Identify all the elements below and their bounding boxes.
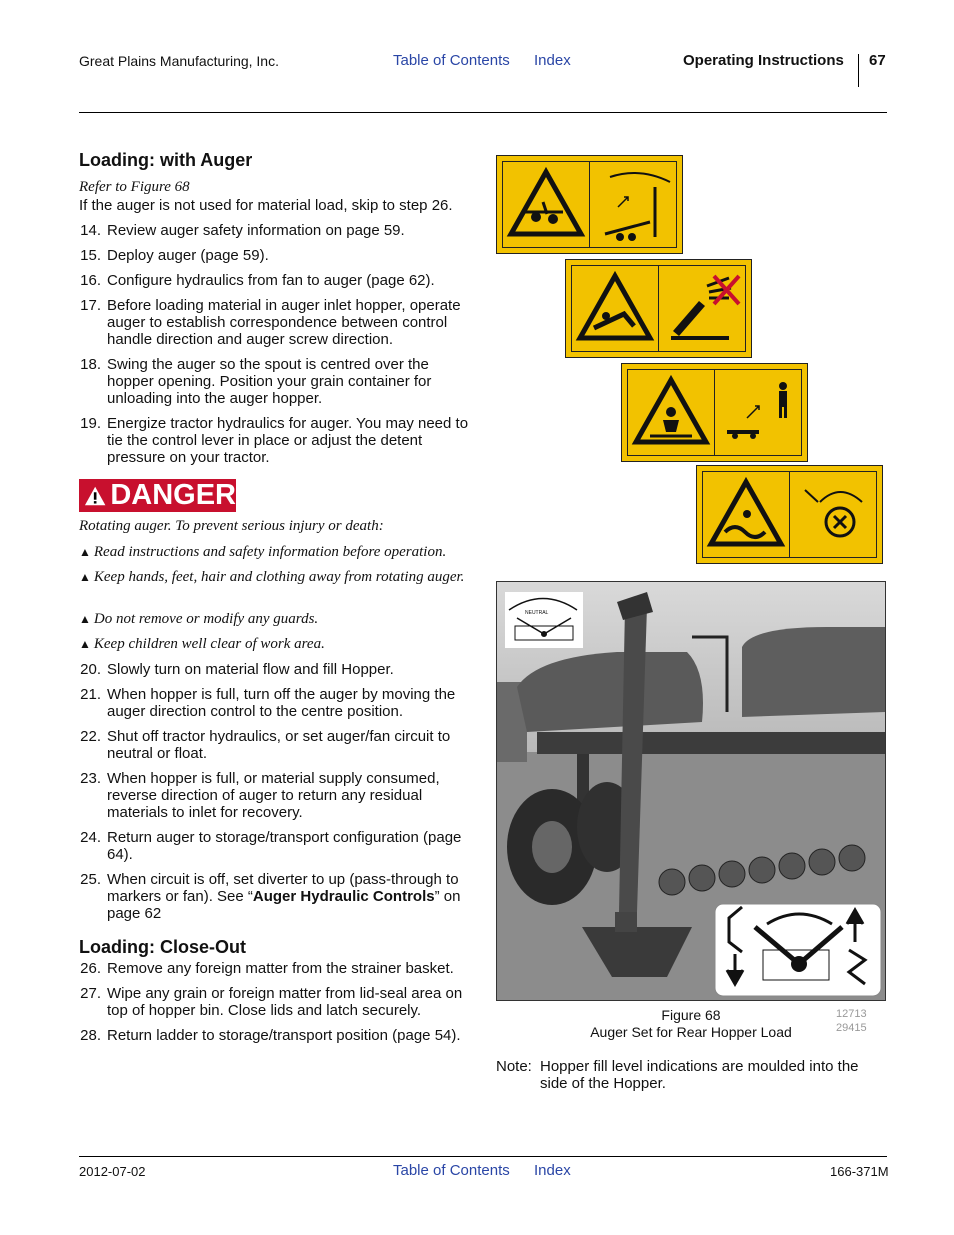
- figure-ref-numbers: [836, 1007, 867, 1035]
- danger-intro: Rotating auger. To prevent serious injury or death:: [79, 518, 384, 534]
- danger-bullet-text: Keep children well clear of work area.: [93, 636, 325, 652]
- step-text: Before loading material in auger inlet hopper, operate auger to establish correspondence between control handle direction and auger screw direction.: [107, 297, 461, 348]
- auger-photo: [496, 581, 886, 1001]
- step-item: [79, 829, 474, 863]
- step-number: 23.: [80, 770, 101, 787]
- step-item: [79, 728, 474, 762]
- step-25: [79, 871, 474, 922]
- crush-hazard-icon: [572, 266, 658, 351]
- step-number: 21.: [80, 686, 101, 703]
- step-number: 15.: [80, 247, 101, 264]
- footer-doc-number: 166-371M: [830, 1164, 889, 1179]
- note-text: Hopper fill level indications are moulded into the side of the Hopper.: [540, 1058, 859, 1092]
- step-25-post: ” on page 62: [107, 888, 461, 922]
- step-text: Review auger safety information on page 59.: [107, 222, 405, 239]
- step-item: [79, 272, 474, 289]
- entanglement-warning-icon: [503, 162, 589, 247]
- step-number: 25.: [80, 871, 101, 888]
- safety-decal-4: [696, 465, 883, 564]
- header-rule: [79, 112, 887, 113]
- figure-caption: [560, 1007, 822, 1041]
- note-label: Note:: [496, 1058, 532, 1075]
- step-number: 16.: [80, 272, 101, 289]
- footer-date: 2012-07-02: [79, 1164, 146, 1179]
- step-text: Deploy auger (page 59).: [107, 247, 269, 264]
- neutral-label: NEUTRAL: [525, 610, 549, 616]
- step-text: Return ladder to storage/transport position (page 54).: [107, 1027, 461, 1044]
- falling-hazard-icon: [628, 370, 714, 455]
- step-text: Energize tractor hydraulics for auger. You may need to tie the control lever in place or adjust the detent pressure on your tractor.: [107, 415, 469, 466]
- step-item: [79, 686, 474, 720]
- bullet-triangle-icon: ▲: [79, 570, 94, 584]
- step-text: Slowly turn on material flow and fill Hopper.: [107, 661, 394, 678]
- figure-title: Auger Set for Rear Hopper Load: [590, 1024, 792, 1040]
- note: [496, 1058, 886, 1092]
- warning-triangle-icon: [84, 485, 106, 507]
- step-number: 27.: [80, 985, 101, 1002]
- danger-text: DANGER: [110, 479, 236, 511]
- danger-bullet: [79, 636, 469, 653]
- footer-index-link[interactable]: Index: [534, 1162, 571, 1179]
- company-name: Great Plains Manufacturing, Inc.: [79, 53, 279, 69]
- step-item: [79, 415, 474, 466]
- bullet-triangle-icon: ▲: [79, 637, 94, 651]
- safety-decal-1: [496, 155, 683, 254]
- figure-ref-1: 12713: [836, 1008, 867, 1020]
- keep-hands-away-icon: [659, 266, 745, 351]
- overhead-lines-icon: [590, 162, 676, 247]
- step-text: Swing the auger so the spout is centred over the hopper opening. Position your grain container for unloading into the auger hopper.: [107, 356, 432, 407]
- step-item: [79, 960, 474, 977]
- danger-bullet-text: Do not remove or modify any guards.: [93, 611, 319, 627]
- step-number: 22.: [80, 728, 101, 745]
- safety-decal-3: [621, 363, 808, 462]
- step-text: Remove any foreign matter from the strainer basket.: [107, 960, 454, 977]
- header-index-link[interactable]: Index: [534, 52, 571, 69]
- step-item: [79, 247, 474, 264]
- step-item: [79, 770, 474, 821]
- step-text: Shut off tractor hydraulics, or set auger/fan circuit to neutral or float.: [107, 728, 451, 762]
- step-text: Return auger to storage/transport configuration (page 64).: [107, 829, 462, 863]
- danger-label: [79, 479, 236, 512]
- closeout-heading: Loading: Close-Out: [79, 937, 246, 957]
- auger-entanglement-icon: [703, 472, 789, 557]
- auger-intro: If the auger is not used for material load, skip to step 26.: [79, 197, 453, 214]
- step-item: [79, 985, 474, 1019]
- page-number: 67: [869, 52, 886, 69]
- step-item: [79, 356, 474, 407]
- step-item: [79, 297, 474, 348]
- auger-heading: Loading: with Auger: [79, 150, 253, 170]
- danger-bullet-text: Read instructions and safety information before operation.: [93, 544, 447, 560]
- step-number: 20.: [80, 661, 101, 678]
- step-text: Configure hydraulics from fan to auger (page 62).: [107, 272, 435, 289]
- step-25-pre: When circuit is off, set diverter to up (pass-through to markers or fan). See “: [107, 871, 459, 905]
- header-toc-link[interactable]: Table of Contents: [393, 52, 510, 69]
- figure-reference: Refer to Figure 68: [79, 179, 190, 195]
- auger-scene-illustration: [497, 582, 886, 1001]
- step-number: 24.: [80, 829, 101, 846]
- bullet-triangle-icon: ▲: [79, 612, 94, 626]
- step-item: [79, 1027, 474, 1044]
- danger-bullet: [79, 611, 469, 628]
- safety-decal-2: [565, 259, 752, 358]
- step-number: 19.: [80, 415, 101, 432]
- danger-bullet: [79, 569, 469, 586]
- footer-rule: [79, 1156, 887, 1157]
- hydraulic-controls-ref: Auger Hydraulic Controls: [252, 888, 435, 905]
- step-number: 17.: [80, 297, 101, 314]
- step-number: 14.: [80, 222, 101, 239]
- step-item: [79, 661, 474, 678]
- rotating-auger-icon: [790, 472, 876, 557]
- header-divider: [858, 54, 859, 87]
- stand-clear-icon: [715, 370, 801, 455]
- step-text: Wipe any grain or foreign matter from lid-seal area on top of hopper bin. Close lids and latch securely.: [107, 985, 463, 1019]
- danger-bullet-text: Keep hands, feet, hair and clothing away from rotating auger.: [93, 569, 465, 585]
- step-text: When hopper is full, turn off the auger by moving the auger direction control to the centre position.: [107, 686, 456, 720]
- section-title: Operating Instructions: [683, 52, 844, 69]
- step-number: 26.: [80, 960, 101, 977]
- step-number: 28.: [80, 1027, 101, 1044]
- figure-ref-2: 29415: [836, 1022, 867, 1034]
- danger-bullet: [79, 544, 469, 561]
- bullet-triangle-icon: ▲: [79, 545, 94, 559]
- step-item: [79, 222, 474, 239]
- footer-toc-link[interactable]: Table of Contents: [393, 1162, 510, 1179]
- step-number: 18.: [80, 356, 101, 373]
- step-text: When hopper is full, or material supply consumed, reverse direction of auger to return any residual materials to inlet for recovery.: [107, 770, 440, 821]
- figure-number: Figure 68: [661, 1007, 721, 1023]
